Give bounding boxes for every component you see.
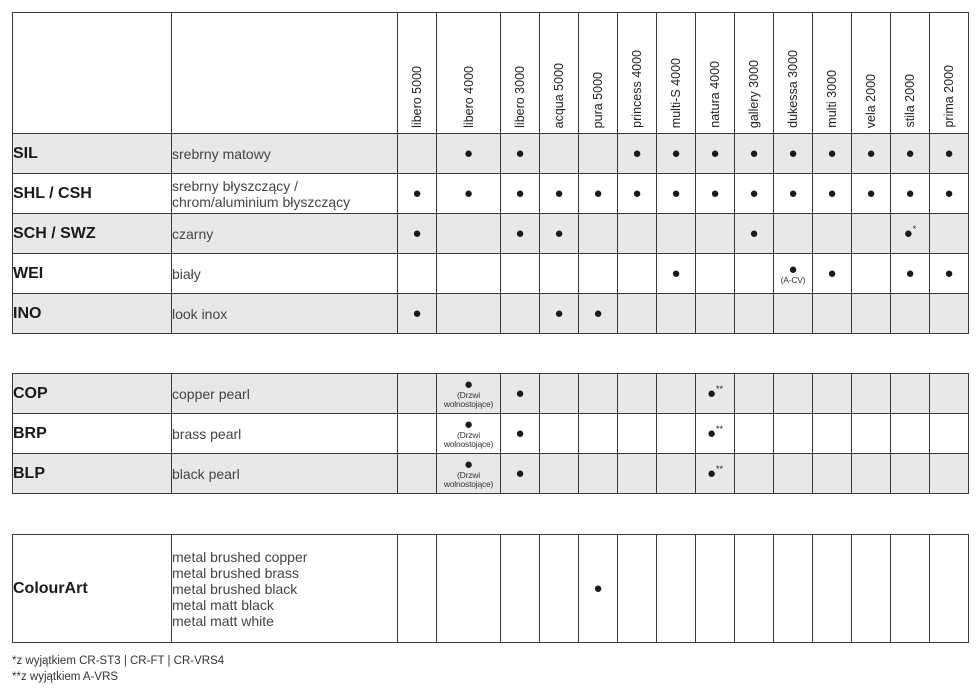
availability-dot: ● bbox=[944, 265, 954, 282]
product-label: multi-S 4000 bbox=[669, 57, 683, 128]
availability-cell bbox=[618, 174, 657, 214]
finish-code: WEI bbox=[13, 254, 172, 294]
finish-code: SIL bbox=[13, 134, 172, 174]
description-line: black pearl bbox=[172, 465, 240, 482]
availability-cell bbox=[618, 294, 657, 334]
availability-dot: ● bbox=[463, 376, 474, 393]
availability-cell bbox=[930, 174, 969, 214]
product-label: natura 4000 bbox=[708, 61, 722, 128]
finish-description bbox=[172, 134, 398, 174]
availability-dot: ● bbox=[593, 580, 603, 597]
availability-cell bbox=[540, 454, 579, 494]
availability-cell bbox=[501, 134, 540, 174]
availability-cell bbox=[852, 214, 891, 254]
description-line: czarny bbox=[172, 225, 214, 242]
table-row bbox=[13, 214, 969, 254]
availability-cell bbox=[891, 535, 930, 643]
availability-dot: ● bbox=[515, 465, 525, 482]
availability-cell bbox=[618, 134, 657, 174]
availability-cell bbox=[579, 134, 618, 174]
description-line: chrom/aluminium błyszczący bbox=[172, 193, 351, 210]
availability-cell bbox=[540, 214, 579, 254]
table-row bbox=[13, 174, 969, 214]
availability-cell bbox=[437, 294, 501, 334]
table-row bbox=[13, 535, 969, 643]
availability-cell bbox=[852, 174, 891, 214]
availability-dot: ● bbox=[463, 145, 474, 162]
availability-cell bbox=[501, 414, 540, 454]
cell-note: wolnostojące) bbox=[443, 479, 494, 489]
availability-cell bbox=[540, 254, 579, 294]
availability-cell bbox=[735, 294, 774, 334]
finish-description bbox=[172, 454, 398, 494]
footnote-marker: ** bbox=[716, 424, 724, 434]
availability-dot: ● bbox=[515, 225, 525, 242]
availability-cell bbox=[891, 294, 930, 334]
availability-cell bbox=[774, 414, 813, 454]
availability-cell bbox=[579, 454, 618, 494]
availability-cell bbox=[437, 214, 501, 254]
availability-dot: ● bbox=[463, 416, 474, 433]
availability-dot: ● bbox=[515, 385, 525, 402]
product-header bbox=[774, 13, 813, 134]
availability-cell bbox=[930, 414, 969, 454]
availability-cell bbox=[813, 134, 852, 174]
finish-code: BLP bbox=[13, 454, 172, 494]
availability-dot: ● bbox=[554, 225, 564, 242]
description-line: metal brushed copper bbox=[172, 548, 308, 565]
availability-cell bbox=[657, 294, 696, 334]
availability-cell bbox=[437, 134, 501, 174]
availability-cell bbox=[735, 214, 774, 254]
availability-dot: ● bbox=[788, 260, 798, 278]
footnote-2: **z wyjątkiem A-VRS bbox=[12, 671, 119, 683]
footnote-marker: ** bbox=[716, 384, 724, 394]
availability-cell bbox=[579, 414, 618, 454]
table-row bbox=[13, 254, 969, 294]
availability-dot: ● bbox=[866, 185, 876, 202]
availability-dot: ● bbox=[412, 305, 422, 322]
finish-code: SCH / SWZ bbox=[13, 214, 172, 254]
availability-cell bbox=[891, 414, 930, 454]
availability-cell bbox=[813, 174, 852, 214]
availability-cell bbox=[540, 294, 579, 334]
product-header bbox=[437, 13, 501, 134]
table-row bbox=[13, 374, 969, 414]
finish-table-1 bbox=[12, 12, 969, 334]
availability-dot: ● bbox=[944, 145, 954, 162]
availability-cell bbox=[696, 414, 735, 454]
finish-code: COP bbox=[13, 374, 172, 414]
availability-cell bbox=[501, 535, 540, 643]
availability-cell bbox=[852, 134, 891, 174]
availability-cell bbox=[398, 254, 437, 294]
footnote-1: *z wyjątkiem CR-ST3 | CR-FT | CR-VRS4 bbox=[12, 655, 225, 667]
availability-cell bbox=[813, 414, 852, 454]
availability-cell bbox=[813, 374, 852, 414]
availability-cell bbox=[540, 134, 579, 174]
description-line: metal matt black bbox=[172, 596, 274, 613]
availability-cell bbox=[852, 374, 891, 414]
availability-cell bbox=[696, 254, 735, 294]
product-label: princess 4000 bbox=[630, 50, 644, 128]
finish-description bbox=[172, 254, 398, 294]
availability-cell bbox=[891, 134, 930, 174]
availability-cell bbox=[398, 134, 437, 174]
availability-dot: ● bbox=[827, 265, 837, 282]
product-header bbox=[735, 13, 774, 134]
product-label: libero 4000 bbox=[461, 66, 476, 128]
table-row bbox=[13, 134, 969, 174]
cell-note: (Drzwi bbox=[457, 430, 480, 440]
product-label: prima 2000 bbox=[942, 65, 956, 128]
availability-cell bbox=[735, 454, 774, 494]
cell-note: wolnostojące) bbox=[443, 439, 494, 449]
availability-cell bbox=[930, 535, 969, 643]
availability-cell bbox=[540, 414, 579, 454]
availability-cell bbox=[618, 214, 657, 254]
availability-dot: ● bbox=[515, 185, 525, 202]
availability-dot: ● bbox=[706, 385, 717, 402]
availability-dot: ● bbox=[412, 185, 422, 202]
header-row bbox=[13, 13, 969, 134]
availability-dot: ● bbox=[749, 145, 759, 162]
availability-dot: ● bbox=[710, 185, 720, 202]
description-line: metal brushed brass bbox=[172, 564, 299, 581]
availability-dot: ● bbox=[788, 185, 798, 202]
product-header bbox=[930, 13, 969, 134]
availability-cell bbox=[579, 214, 618, 254]
product-header bbox=[540, 13, 579, 134]
availability-cell bbox=[657, 535, 696, 643]
availability-cell bbox=[735, 174, 774, 214]
availability-cell bbox=[657, 454, 696, 494]
availability-cell bbox=[735, 374, 774, 414]
availability-cell bbox=[774, 254, 813, 294]
availability-cell bbox=[852, 414, 891, 454]
availability-cell bbox=[579, 174, 618, 214]
footnote-marker: * bbox=[912, 224, 917, 234]
availability-dot: ● bbox=[671, 185, 681, 202]
availability-cell bbox=[774, 454, 813, 494]
cell-note: (A-CV) bbox=[780, 274, 806, 285]
availability-cell bbox=[579, 535, 618, 643]
availability-cell bbox=[930, 374, 969, 414]
availability-cell bbox=[579, 294, 618, 334]
product-label: stila 2000 bbox=[903, 74, 917, 128]
availability-cell bbox=[930, 294, 969, 334]
availability-cell bbox=[852, 294, 891, 334]
availability-cell bbox=[813, 535, 852, 643]
availability-cell bbox=[696, 535, 735, 643]
description-line: copper pearl bbox=[172, 385, 250, 402]
availability-cell bbox=[437, 414, 501, 454]
availability-dot: ● bbox=[515, 145, 525, 162]
availability-cell bbox=[618, 254, 657, 294]
table-row bbox=[13, 414, 969, 454]
availability-cell bbox=[398, 374, 437, 414]
availability-dot: ● bbox=[593, 185, 603, 202]
availability-cell bbox=[437, 454, 501, 494]
product-label: dukessa 3000 bbox=[786, 50, 800, 128]
availability-dot: ● bbox=[671, 145, 681, 162]
availability-cell bbox=[540, 535, 579, 643]
product-label: multi 3000 bbox=[825, 70, 839, 128]
availability-cell bbox=[696, 214, 735, 254]
description-line: metal matt white bbox=[172, 612, 274, 629]
product-header bbox=[618, 13, 657, 134]
availability-cell bbox=[657, 414, 696, 454]
availability-dot: ● bbox=[463, 185, 474, 202]
availability-cell bbox=[437, 374, 501, 414]
availability-dot: ● bbox=[903, 225, 913, 242]
cell-note: wolnostojące) bbox=[443, 399, 494, 409]
finish-table-2 bbox=[12, 373, 969, 494]
availability-dot: ● bbox=[632, 145, 642, 162]
availability-cell bbox=[657, 374, 696, 414]
product-header bbox=[398, 13, 437, 134]
product-header bbox=[813, 13, 852, 134]
availability-cell bbox=[774, 214, 813, 254]
cell-note: (Drzwi bbox=[457, 470, 480, 480]
availability-cell bbox=[696, 374, 735, 414]
availability-cell bbox=[618, 454, 657, 494]
availability-cell bbox=[398, 294, 437, 334]
availability-dot: ● bbox=[515, 425, 525, 442]
availability-cell bbox=[735, 535, 774, 643]
availability-cell bbox=[618, 535, 657, 643]
availability-dot: ● bbox=[866, 145, 876, 162]
availability-cell bbox=[696, 134, 735, 174]
availability-cell bbox=[501, 294, 540, 334]
availability-cell bbox=[735, 254, 774, 294]
product-label: libero 3000 bbox=[513, 66, 527, 128]
product-label: libero 5000 bbox=[410, 66, 424, 128]
product-label: pura 5000 bbox=[591, 71, 605, 128]
availability-cell bbox=[852, 454, 891, 494]
availability-cell bbox=[657, 174, 696, 214]
header-blank bbox=[13, 13, 172, 134]
availability-cell bbox=[696, 294, 735, 334]
availability-cell bbox=[813, 214, 852, 254]
description-line: metal brushed black bbox=[172, 580, 298, 597]
availability-cell bbox=[437, 535, 501, 643]
availability-cell bbox=[930, 134, 969, 174]
availability-dot: ● bbox=[827, 185, 837, 202]
availability-cell bbox=[891, 174, 930, 214]
availability-dot: ● bbox=[463, 456, 474, 473]
availability-dot: ● bbox=[905, 145, 915, 162]
availability-cell bbox=[618, 414, 657, 454]
availability-cell bbox=[930, 454, 969, 494]
finish-description bbox=[172, 214, 398, 254]
availability-cell bbox=[501, 454, 540, 494]
availability-cell bbox=[813, 454, 852, 494]
availability-cell bbox=[540, 374, 579, 414]
availability-dot: ● bbox=[554, 305, 564, 322]
availability-cell bbox=[852, 535, 891, 643]
finish-code: SHL / CSH bbox=[13, 174, 172, 214]
availability-cell bbox=[891, 254, 930, 294]
availability-dot: ● bbox=[706, 465, 717, 482]
finish-description bbox=[172, 414, 398, 454]
availability-cell bbox=[579, 254, 618, 294]
availability-dot: ● bbox=[749, 225, 759, 242]
availability-cell bbox=[774, 134, 813, 174]
description-line: biały bbox=[172, 265, 201, 282]
availability-cell bbox=[696, 454, 735, 494]
table-row bbox=[13, 294, 969, 334]
availability-cell bbox=[579, 374, 618, 414]
availability-cell bbox=[813, 254, 852, 294]
availability-cell bbox=[774, 294, 813, 334]
availability-cell bbox=[398, 414, 437, 454]
availability-cell bbox=[501, 374, 540, 414]
description-line: srebrny błyszczący / bbox=[172, 177, 299, 194]
availability-cell bbox=[735, 134, 774, 174]
product-header bbox=[579, 13, 618, 134]
description-line: srebrny matowy bbox=[172, 145, 271, 162]
availability-dot: ● bbox=[710, 145, 720, 162]
availability-cell bbox=[852, 254, 891, 294]
finish-description bbox=[172, 374, 398, 414]
availability-cell bbox=[540, 174, 579, 214]
finish-description bbox=[172, 535, 398, 643]
availability-cell bbox=[774, 374, 813, 414]
availability-cell bbox=[501, 254, 540, 294]
product-header bbox=[852, 13, 891, 134]
availability-dot: ● bbox=[632, 185, 642, 202]
availability-dot: ● bbox=[554, 185, 564, 202]
availability-cell bbox=[398, 454, 437, 494]
product-label: gallery 3000 bbox=[747, 59, 761, 128]
availability-cell bbox=[891, 214, 930, 254]
finish-code: BRP bbox=[13, 414, 172, 454]
availability-cell bbox=[618, 374, 657, 414]
availability-dot: ● bbox=[905, 185, 915, 202]
availability-cell bbox=[891, 374, 930, 414]
header-blank bbox=[172, 13, 398, 134]
product-header bbox=[891, 13, 930, 134]
availability-dot: ● bbox=[788, 145, 798, 162]
availability-cell bbox=[657, 254, 696, 294]
availability-cell bbox=[437, 254, 501, 294]
availability-cell bbox=[501, 214, 540, 254]
availability-cell bbox=[398, 214, 437, 254]
footnote-marker: ** bbox=[716, 464, 724, 474]
availability-cell bbox=[774, 174, 813, 214]
product-label: acqua 5000 bbox=[552, 62, 566, 128]
availability-cell bbox=[398, 535, 437, 643]
availability-dot: ● bbox=[412, 225, 422, 242]
availability-cell bbox=[813, 294, 852, 334]
finish-description bbox=[172, 294, 398, 334]
availability-cell bbox=[657, 214, 696, 254]
availability-cell bbox=[657, 134, 696, 174]
finish-description bbox=[172, 174, 398, 214]
availability-dot: ● bbox=[905, 265, 915, 282]
availability-cell bbox=[437, 174, 501, 214]
availability-dot: ● bbox=[593, 305, 603, 322]
product-header bbox=[501, 13, 540, 134]
availability-dot: ● bbox=[671, 265, 681, 282]
cell-note: (Drzwi bbox=[457, 390, 480, 400]
product-label: vela 2000 bbox=[864, 73, 878, 128]
availability-cell bbox=[930, 214, 969, 254]
description-line: brass pearl bbox=[172, 425, 242, 442]
finish-code: INO bbox=[13, 294, 172, 334]
availability-cell bbox=[398, 174, 437, 214]
availability-dot: ● bbox=[749, 185, 759, 202]
product-header bbox=[696, 13, 735, 134]
description-line: look inox bbox=[172, 305, 228, 322]
finish-code: ColourArt bbox=[13, 535, 172, 643]
table-row bbox=[13, 454, 969, 494]
availability-cell bbox=[774, 535, 813, 643]
availability-cell bbox=[501, 174, 540, 214]
availability-dot: ● bbox=[827, 145, 837, 162]
availability-dot: ● bbox=[944, 185, 954, 202]
product-header bbox=[657, 13, 696, 134]
availability-cell bbox=[930, 254, 969, 294]
availability-cell bbox=[891, 454, 930, 494]
availability-cell bbox=[696, 174, 735, 214]
availability-dot: ● bbox=[706, 425, 717, 442]
finish-table-3 bbox=[12, 534, 969, 643]
availability-cell bbox=[735, 414, 774, 454]
